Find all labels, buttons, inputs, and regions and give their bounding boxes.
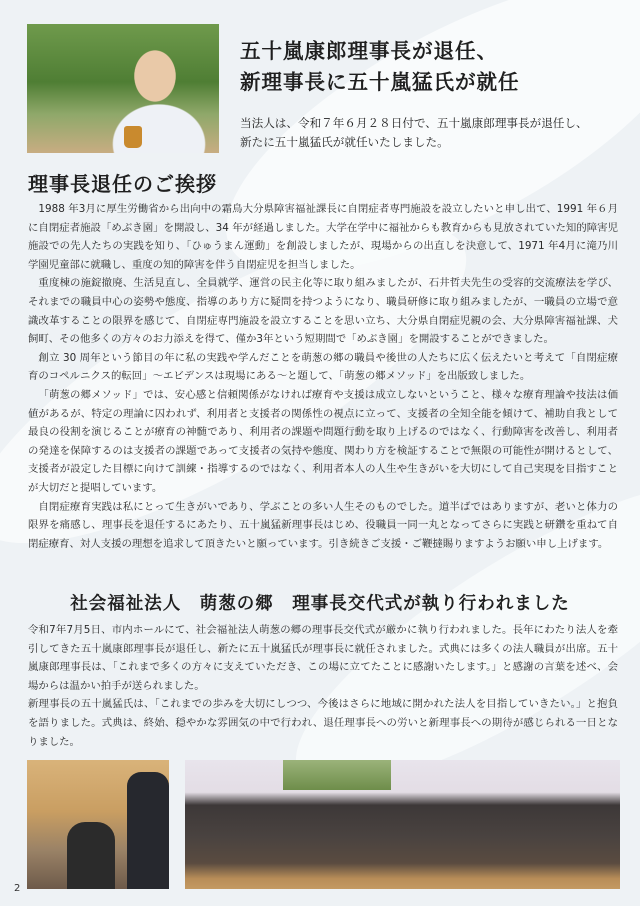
farewell-message (28, 200, 618, 553)
ceremony-section-title: 社会福祉法人 萌葱の郷 理事長交代式が執り行われました (70, 594, 570, 614)
ceremony-paragraph: 令和7年7月5日、市内ホールにて、社会福祉法人萌葱の郷の理事長交代式が厳かに執り行われました。長年にわたり法人を牽引してきた五十嵐康郎理事長が退任し、新たに五十嵐猛氏が理事長に就任されました。式典には多くの法人職員が出席。五十嵐康郎理事長は、「これまで多くの方々に支えていただき、この場に立てたことに感謝いたします。」と感謝の言葉を述べ、会場からは温かい拍手が送られました。 (28, 624, 618, 692)
lead-line-1: 当法人は、令和７年６月２８日付で、五十嵐康郎理事長が退任し、 (240, 116, 588, 130)
headline (240, 36, 520, 98)
seated-person-shape (67, 822, 115, 889)
ceremony-handover-photo (27, 760, 169, 889)
stage-screen-shape (283, 760, 391, 790)
lead-line-2: 新たに五十嵐猛氏が就任いたしました。 (240, 135, 449, 149)
ceremony-paragraph: 新理事長の五十嵐猛氏は、「これまでの歩みを大切にしつつ、今後はさらに地域に開かれた法人を目指していきたい。」と抱負を語りました。式典は、終始、穏やかな雰囲気の中で行われ、退任理事長への労いと新理事長への期待が感じられる一日となりました。 (28, 698, 618, 748)
farewell-paragraph: 1988 年3月に厚生労働省から出向中の霜鳥大分県障害福祉課長に自閉症者専門施設を設立したいと申し出て、1991 年６月に自閉症者施設「めぶき園」を開設し、34 年が経過しました。大学在学中に福祉からも教育からも見放されていた知的障害児施設での先人たちの実践を知り、「ひゅうまん運動」を創設しましたが、現場からの出直しを決意して、1971 年4月に滝乃川学園児童部に就職し、重度の知的障害を伴う自閉症児を担当しました。 (28, 203, 618, 271)
mug-shape (124, 126, 142, 148)
chairman-portrait-photo (27, 24, 219, 153)
page-number: 2 (14, 883, 21, 894)
farewell-section-title: 理事長退任のご挨拶 (28, 172, 217, 196)
farewell-paragraph: 創立 30 周年という節目の年に私の実践や学んだことを萌葱の郷の職員や後世の人たちに広く伝えたいと考えて「自閉症療育のコペルニクス的転回」～エビデンスは現場にある～と題して、「萌葱の郷メソッド」を出版致しました。 (28, 351, 618, 383)
headline-line-1: 五十嵐康郎理事長が退任、 (240, 39, 498, 63)
standing-person-shape (127, 772, 169, 889)
farewell-paragraph: 重度棟の施錠撤廃、生活見直し、全員就学、運営の民主化等に取り組みましたが、石井哲夫先生の受容的交流療法を学び、それまでの職員中心の姿勢や態度、指導のあり方に疑問を持つようになり、職員研修に取り組みましたが、一職員の立場で意識改革することの限界を感じて、自閉症専門施設を設立することを思い立ち、大分県自閉症児親の会、大分県障害福祉課、犬飼町、その他多くの方々のお力添えを得て、僅か3年という短期間で「めぶき園」を開設することができました。 (28, 277, 618, 346)
group-photo (185, 760, 620, 889)
headline-line-2: 新理事長に五十嵐猛氏が就任 (240, 70, 520, 94)
lead-text (240, 114, 630, 152)
ceremony-report (28, 621, 618, 751)
farewell-paragraph: 「萌葱の郷メソッド」では、安心感と信頼関係がなければ療育や支援は成立しないということ、様々な療育理論や技法は価値があるが、特定の理論に囚われず、利用者と支援者の関係性の視点に立って、支援者の全知全能を傾けて、補助自我として最良の役割を演じることが療育の神髄であり、利用者の課題や問題行動を取り上げるのではなく、行動障害を改善し、利用者の発達を保障するのは支援者の課題であって支援者の気持や態度、関わり方を検証することで無限の可能性が開けるとして、支援者が設定した目標に向けて訓練・指導するのではなく、利用者本人の人生や生きがいを大切にして自己実現を目指すことが大切だと提唱しています。 (28, 388, 618, 494)
farewell-paragraph: 自閉症療育実践は私にとって生きがいであり、学ぶことの多い人生そのものでした。道半ばではありますが、老いと体力の限界を痛感し、理事長を退任するにあたり、五十嵐猛新理事長はじめ、役職員一同一丸となってさらに実践と研鑽を重ねて自閉症療育、対人支援の理想を追求して頂きたいと願っています。引き続きご支援・ご鞭撻賜りますようお願い申し上げます。 (28, 500, 618, 550)
